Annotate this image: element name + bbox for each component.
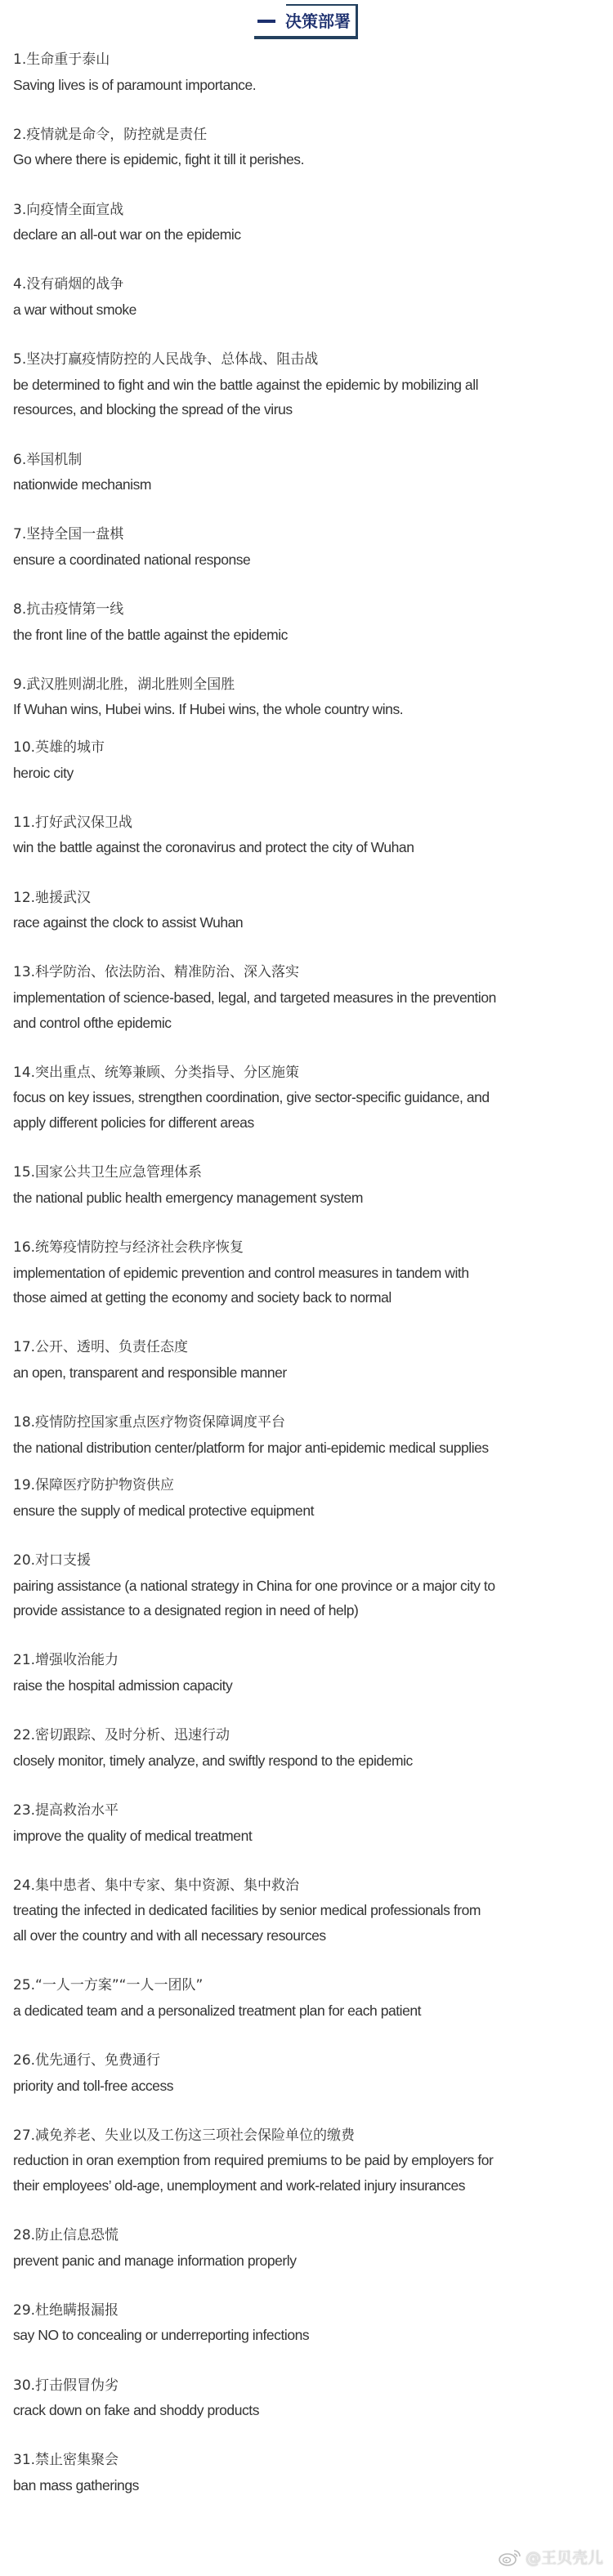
term-english: an open, transparent and responsible manner bbox=[13, 1364, 287, 1381]
glossary-item bbox=[13, 810, 605, 860]
term-english: declare an all-out war on the epidemic bbox=[13, 226, 241, 243]
glossary-item bbox=[13, 2373, 605, 2423]
term-english: their employees’ old-age, unemployment and work-related injury insurances bbox=[13, 2176, 466, 2194]
term-english: ensure a coordinated national response bbox=[13, 551, 251, 568]
term-english: the national public health emergency management system bbox=[13, 1189, 364, 1206]
glossary-item bbox=[13, 2448, 605, 2498]
term-chinese: 11.打好武汉保卫战 bbox=[13, 814, 133, 831]
term-chinese: 27.减免养老、失业以及工伤这三项社会保险单位的缴费 bbox=[13, 2127, 356, 2144]
term-chinese: 31.禁止密集聚会 bbox=[13, 2452, 119, 2469]
term-chinese: 22.密切跟踪、及时分析、迅速行动 bbox=[13, 1727, 230, 1744]
weibo-logo-icon bbox=[498, 2547, 522, 2567]
glossary-item bbox=[13, 272, 605, 322]
term-chinese: 6.举国机制 bbox=[13, 451, 83, 468]
glossary-item bbox=[13, 1798, 605, 1848]
term-chinese: 15.国家公共卫生应急管理体系 bbox=[13, 1164, 203, 1181]
term-english: the national distribution center/platform for major anti-epidemic medical supplies bbox=[13, 1439, 489, 1456]
glossary-item bbox=[13, 1548, 605, 1623]
term-english: focus on key issues, strengthen coordination, give sector-specific guidance, and bbox=[13, 1089, 490, 1106]
term-english: a dedicated team and a personalized treatment plan for each patient bbox=[13, 2002, 422, 2019]
term-english: crack down on fake and shoddy products bbox=[13, 2402, 260, 2419]
glossary-item bbox=[13, 1973, 605, 2023]
term-chinese: 16.统筹疫情防控与经济社会秩序恢复 bbox=[13, 1239, 244, 1256]
term-chinese: 21.增强收治能力 bbox=[13, 1652, 119, 1669]
glossary-list bbox=[13, 47, 605, 2523]
glossary-item bbox=[13, 1873, 605, 1949]
term-chinese: 8.抗击疫情第一线 bbox=[13, 601, 124, 618]
term-chinese: 25.“一人一方案”“一人一团队” bbox=[13, 1977, 204, 1994]
dash-icon bbox=[257, 20, 275, 23]
term-english: nationwide mechanism bbox=[13, 476, 152, 493]
header-right-border bbox=[356, 4, 358, 39]
term-english: reduction in oran exemption from required premiums to be paid by employers for bbox=[13, 2152, 494, 2169]
glossary-item bbox=[13, 1473, 605, 1523]
glossary-item bbox=[13, 123, 605, 172]
term-english: the front line of the battle against the epidemic bbox=[13, 626, 288, 643]
term-english: be determined to fight and win the battle against the epidemic by mobilizing all bbox=[13, 376, 479, 393]
term-chinese: 30.打击假冒伪劣 bbox=[13, 2377, 119, 2394]
glossary-item bbox=[13, 1235, 605, 1310]
glossary-item bbox=[13, 735, 605, 785]
term-chinese: 20.对口支援 bbox=[13, 1552, 92, 1569]
header-bottom-border bbox=[254, 36, 358, 39]
term-chinese: 14.突出重点、统筹兼顾、分类指导、分区施策 bbox=[13, 1064, 300, 1081]
glossary-item bbox=[13, 2123, 605, 2199]
term-chinese: 17.公开、透明、负责任态度 bbox=[13, 1339, 189, 1356]
term-english: closely monitor, timely analyze, and swiftly respond to the epidemic bbox=[13, 1752, 413, 1769]
glossary-item bbox=[13, 672, 605, 722]
term-english: all over the country and with all necessary resources bbox=[13, 1926, 326, 1944]
header-top-border bbox=[286, 4, 358, 6]
term-chinese: 26.优先通行、免费通行 bbox=[13, 2051, 161, 2069]
term-english: prevent panic and manage information properly bbox=[13, 2252, 297, 2269]
term-chinese: 23.提高救治水平 bbox=[13, 1801, 119, 1819]
term-english: win the battle against the coronavirus and protect the city of Wuhan bbox=[13, 839, 414, 856]
term-english: and control ofthe epidemic bbox=[13, 1014, 172, 1031]
term-chinese: 19.保障医疗防护物资供应 bbox=[13, 1477, 175, 1494]
term-chinese: 9.武汉胜则湖北胜，湖北胜则全国胜 bbox=[13, 676, 235, 693]
term-english: priority and toll-free access bbox=[13, 2077, 174, 2094]
term-english: ban mass gatherings bbox=[13, 2477, 139, 2493]
term-english: say NO to concealing or underreporting infections bbox=[13, 2327, 310, 2344]
section-header bbox=[254, 4, 358, 39]
term-english: race against the clock to assist Wuhan bbox=[13, 914, 244, 931]
glossary-item bbox=[13, 1723, 605, 1773]
term-chinese: 1.生命重于泰山 bbox=[13, 51, 110, 68]
glossary-item bbox=[13, 522, 605, 572]
term-english: implementation of science-based, legal, and targeted measures in the prevention bbox=[13, 989, 496, 1006]
term-english: ensure the supply of medical protective equipment bbox=[13, 1502, 315, 1519]
glossary-item bbox=[13, 2298, 605, 2348]
term-chinese: 2.疫情就是命令，防控就是责任 bbox=[13, 126, 208, 143]
glossary-item bbox=[13, 960, 605, 1035]
glossary-item bbox=[13, 1060, 605, 1136]
term-english: Go where there is epidemic, fight it till it perishes. bbox=[13, 151, 305, 168]
term-english: pairing assistance (a national strategy in China for one province or a major city to bbox=[13, 1577, 495, 1594]
term-english: heroic city bbox=[13, 764, 74, 781]
glossary-item bbox=[13, 1648, 605, 1698]
glossary-item bbox=[13, 1410, 605, 1460]
watermark bbox=[498, 2546, 603, 2568]
term-english: If Wuhan wins, Hubei wins. If Hubei wins, the whole country wins. bbox=[13, 701, 404, 718]
term-english: raise the hospital admission capacity bbox=[13, 1677, 233, 1694]
term-english: treating the infected in dedicated facilities by senior medical professionals from bbox=[13, 1902, 481, 1919]
glossary-item bbox=[13, 2048, 605, 2098]
term-chinese: 29.杜绝瞒报漏报 bbox=[13, 2301, 119, 2319]
term-english: Saving lives is of paramount importance. bbox=[13, 76, 257, 93]
term-english: those aimed at getting the economy and society back to normal bbox=[13, 1289, 392, 1306]
glossary-item bbox=[13, 1335, 605, 1385]
term-chinese: 12.驰援武汉 bbox=[13, 889, 92, 906]
glossary-item bbox=[13, 1160, 605, 1210]
glossary-item bbox=[13, 597, 605, 647]
term-english: resources, and blocking the spread of the virus bbox=[13, 401, 293, 418]
term-english: implementation of epidemic prevention and control measures in tandem with bbox=[13, 1264, 469, 1281]
term-chinese: 5.坚决打赢疫情防控的人民战争、总体战、阻击战 bbox=[13, 351, 319, 368]
glossary-item bbox=[13, 2223, 605, 2273]
term-english: apply different policies for different areas bbox=[13, 1114, 254, 1131]
term-english: a war without smoke bbox=[13, 301, 136, 318]
term-chinese: 24.集中患者、集中专家、集中资源、集中救治 bbox=[13, 1877, 300, 1894]
term-chinese: 10.英雄的城市 bbox=[13, 739, 105, 757]
term-chinese: 7.坚持全国一盘棋 bbox=[13, 526, 124, 543]
glossary-item bbox=[13, 198, 605, 248]
term-chinese: 28.防止信息恐慌 bbox=[13, 2227, 119, 2244]
term-english: provide assistance to a designated region in need of help) bbox=[13, 1602, 359, 1619]
term-chinese: 13.科学防治、依法防治、精准防治、深入落实 bbox=[13, 964, 300, 981]
glossary-item bbox=[13, 47, 605, 97]
watermark-text: @王贝壳儿 bbox=[525, 2549, 603, 2567]
glossary-item bbox=[13, 448, 605, 498]
section-title-text: 决策部署 bbox=[285, 11, 351, 31]
glossary-item bbox=[13, 886, 605, 935]
term-chinese: 3.向疫情全面宣战 bbox=[13, 201, 124, 218]
glossary-item bbox=[13, 347, 605, 422]
section-title bbox=[257, 9, 351, 33]
term-english: improve the quality of medical treatment bbox=[13, 1827, 253, 1844]
term-chinese: 18.疫情防控国家重点医疗物资保障调度平台 bbox=[13, 1414, 286, 1431]
term-chinese: 4.没有硝烟的战争 bbox=[13, 276, 124, 293]
